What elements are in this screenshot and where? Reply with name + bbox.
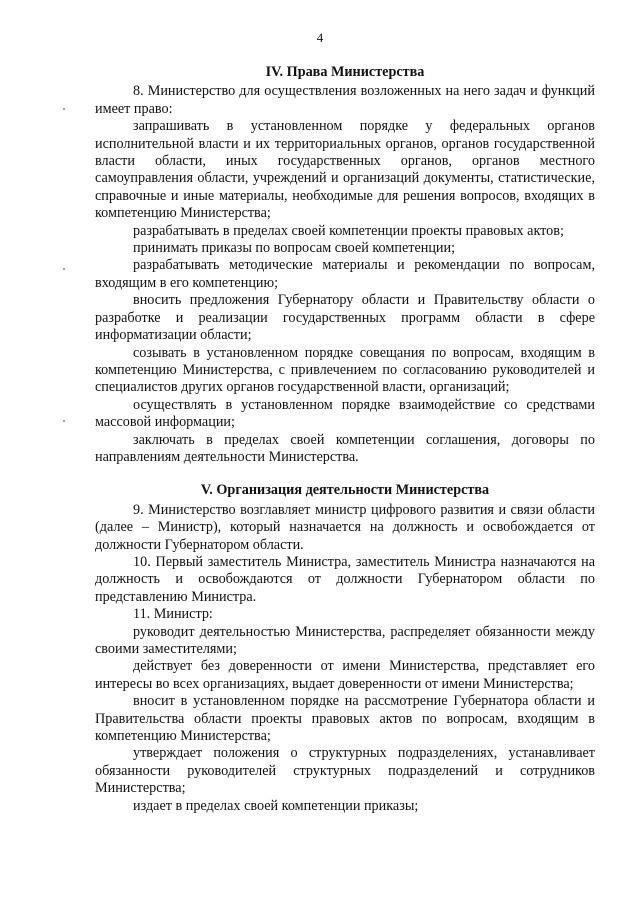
paragraph: созывать в установленном порядке совещания по вопросам, входящим в компетенцию Министерства, с привлечением по согласованию руководителей и специалистов других органов государственной власти, организаций; [95,344,595,396]
paragraph: разрабатывать методические материалы и рекомендации по вопросам, входящим в его компетенцию; [95,257,595,291]
paragraph: принимать приказы по вопросам своей компетенции; [133,240,456,257]
paragraph: запрашивать в установленном порядке у федеральных органов исполнительной власти и их территориальных органов, органов государственной власти области, иных государственных органов, органов местного самоуправления области, учреждений и организаций документы, статистические, справочные и иные материалы, необходимые для решения вопросов, входящих в компетенцию Министерства; [95,118,595,222]
paragraph: вносит в установленном порядке на рассмотрение Губернатора области и Правительства области проекты правовых актов по вопросам, входящим в компетенцию Министерства; [95,693,595,745]
document-body [95,60,595,815]
paragraph: 10. Первый заместитель Министра, заместитель Министра назначаются на должность и освобождаются от должности Губернатором области по представлению Министра. [95,553,595,605]
paragraph: 8. Министерство для осуществления возложенных на него задач и функций имеет право: [95,83,595,117]
paragraph: издает в пределах своей компетенции приказы; [133,797,419,814]
paragraph: действует без доверенности от имени Министерства, представляет его интересы во всех организациях, выдает доверенности от имени Министерства; [95,658,595,692]
section-heading-rights: IV. Права Министерства [265,64,425,80]
scan-mark [63,420,65,422]
paragraph: осуществлять в установленном порядке взаимодействие со средствами массовой информации; [95,396,595,431]
scan-mark [63,108,65,110]
page-number: 4 [316,30,324,45]
paragraph: 11. Министр: [133,606,213,623]
section-heading-organization: V. Организация деятельности Министерства [200,482,490,499]
scan-mark [63,268,65,270]
paragraph: заключать в пределах своей компетенции соглашения, договоры по направлениям деятельности Министерства. [95,431,595,465]
paragraph: вносить предложения Губернатору области и Правительству области о разработке и реализации государственных программ области в сфере информатизации области; [95,292,595,344]
paragraph: утверждает положения о структурных подразделениях, устанавливает обязанности руководителей структурных подразделений и сотрудников Министерства; [95,745,595,797]
paragraph: руководит деятельностью Министерства, распределяет обязанности между своими заместителями; [95,623,595,657]
paragraph: 9. Министерство возглавляет министр цифрового развития и связи области (далее – Министр), который назначается на должность и освобождается от должности Губернатором области. [95,501,595,553]
paragraph: разрабатывать в пределах своей компетенции проекты правовых актов; [133,222,564,239]
